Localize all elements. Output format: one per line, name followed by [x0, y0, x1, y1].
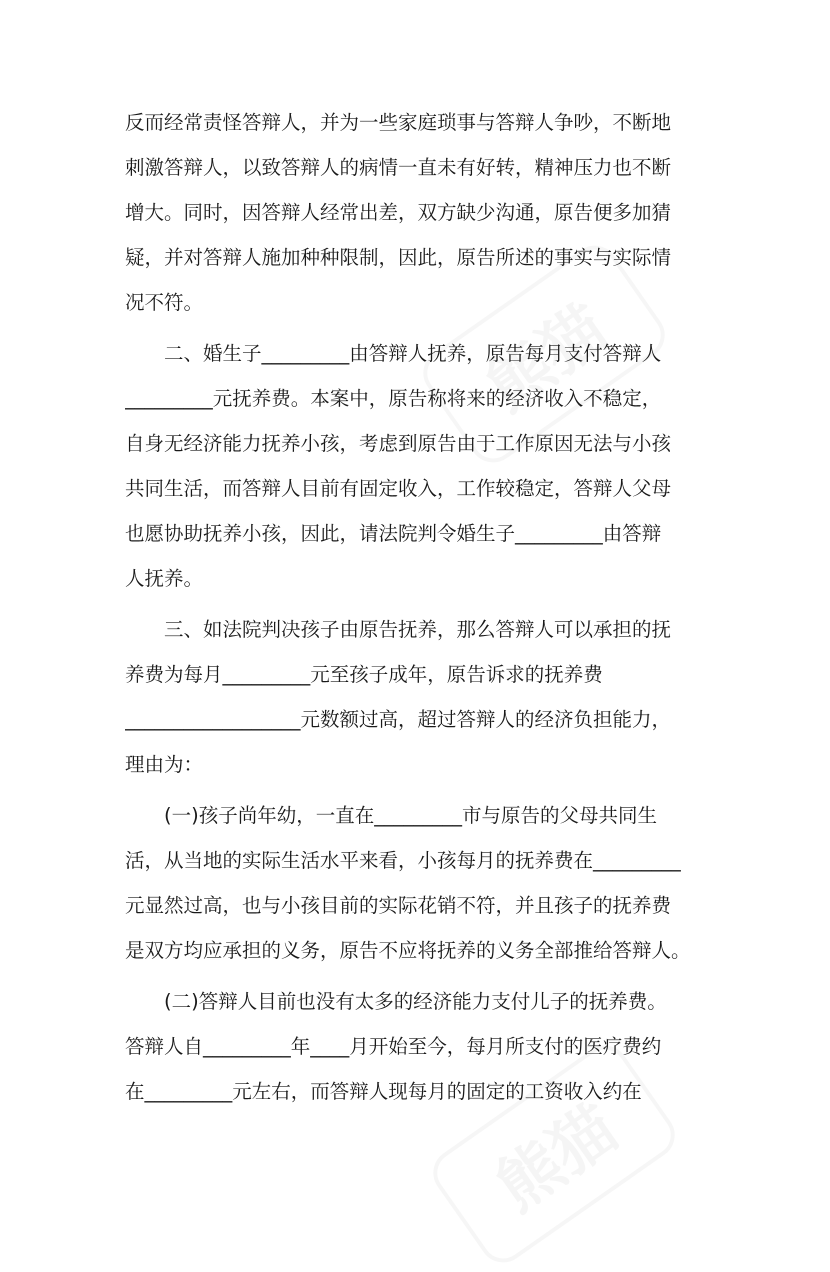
- section-heading-2: 二、婚生子_________由答辩人抚养，原告每月支付答辩人: [164, 342, 662, 365]
- document-body: [125, 100, 707, 1114]
- text-line: 自身无经济能力抚养小孩，考虑到原告由于工作原因无法与小孩: [125, 432, 672, 455]
- text-line: __________________元数额过高，超过答辩人的经济负担能力，: [125, 708, 672, 731]
- text-line: 疑，并对答辩人施加种种限制，因此，原告所述的事实与实际情: [125, 246, 672, 269]
- text-line: 是双方均应承担的义务，原告不应将抚养的义务全部推给答辩人。: [125, 939, 691, 962]
- text-line: 元显然过高，也与小孩目前的实际花销不符，并且孩子的抚养费: [125, 894, 672, 917]
- subsection-2: (二)答辩人目前也没有太多的经济能力支付儿子的抚养费。: [164, 990, 667, 1013]
- text-line: 养费为每月_________元至孩子成年，原告诉求的抚养费: [125, 663, 603, 686]
- section-heading-3: 三、如法院判决孩子由原告抚养，那么答辩人可以承担的抚: [164, 618, 672, 641]
- text-line: 增大。同时，因答辩人经常出差，双方缺少沟通，原告便多加猜: [125, 201, 672, 224]
- text-line: _________元抚养费。本案中，原告称将来的经济收入不稳定，: [125, 387, 662, 410]
- text-line: 活，从当地的实际生活水平来看，小孩每月的抚养费在_________: [125, 849, 681, 872]
- text-line: 也愿协助抚养小孩，因此，请法院判令婚生子_________由答辩: [125, 522, 662, 545]
- text-line: 反而经常责怪答辩人，并为一些家庭琐事与答辩人争吵，不断地: [125, 111, 672, 134]
- text-line: 刺激答辩人，以致答辩人的病情一直未有好转，精神压力也不断: [125, 156, 672, 179]
- text-line: 理由为：: [125, 753, 204, 776]
- text-line: 在_________元左右，而答辩人现每月的固定的工资收入约在: [125, 1080, 642, 1103]
- subsection-1: (一)孩子尚年幼，一直在_________市与原告的父母共同生: [164, 804, 657, 827]
- text-line: 答辩人自_________年____月开始至今，每月所支付的医疗费约: [125, 1035, 662, 1058]
- text-line: 况不符。: [125, 291, 204, 314]
- text-line: 人抚养。: [125, 567, 204, 590]
- text-line: 共同生活，而答辩人目前有固定收入，工作较稳定，答辩人父母: [125, 477, 672, 500]
